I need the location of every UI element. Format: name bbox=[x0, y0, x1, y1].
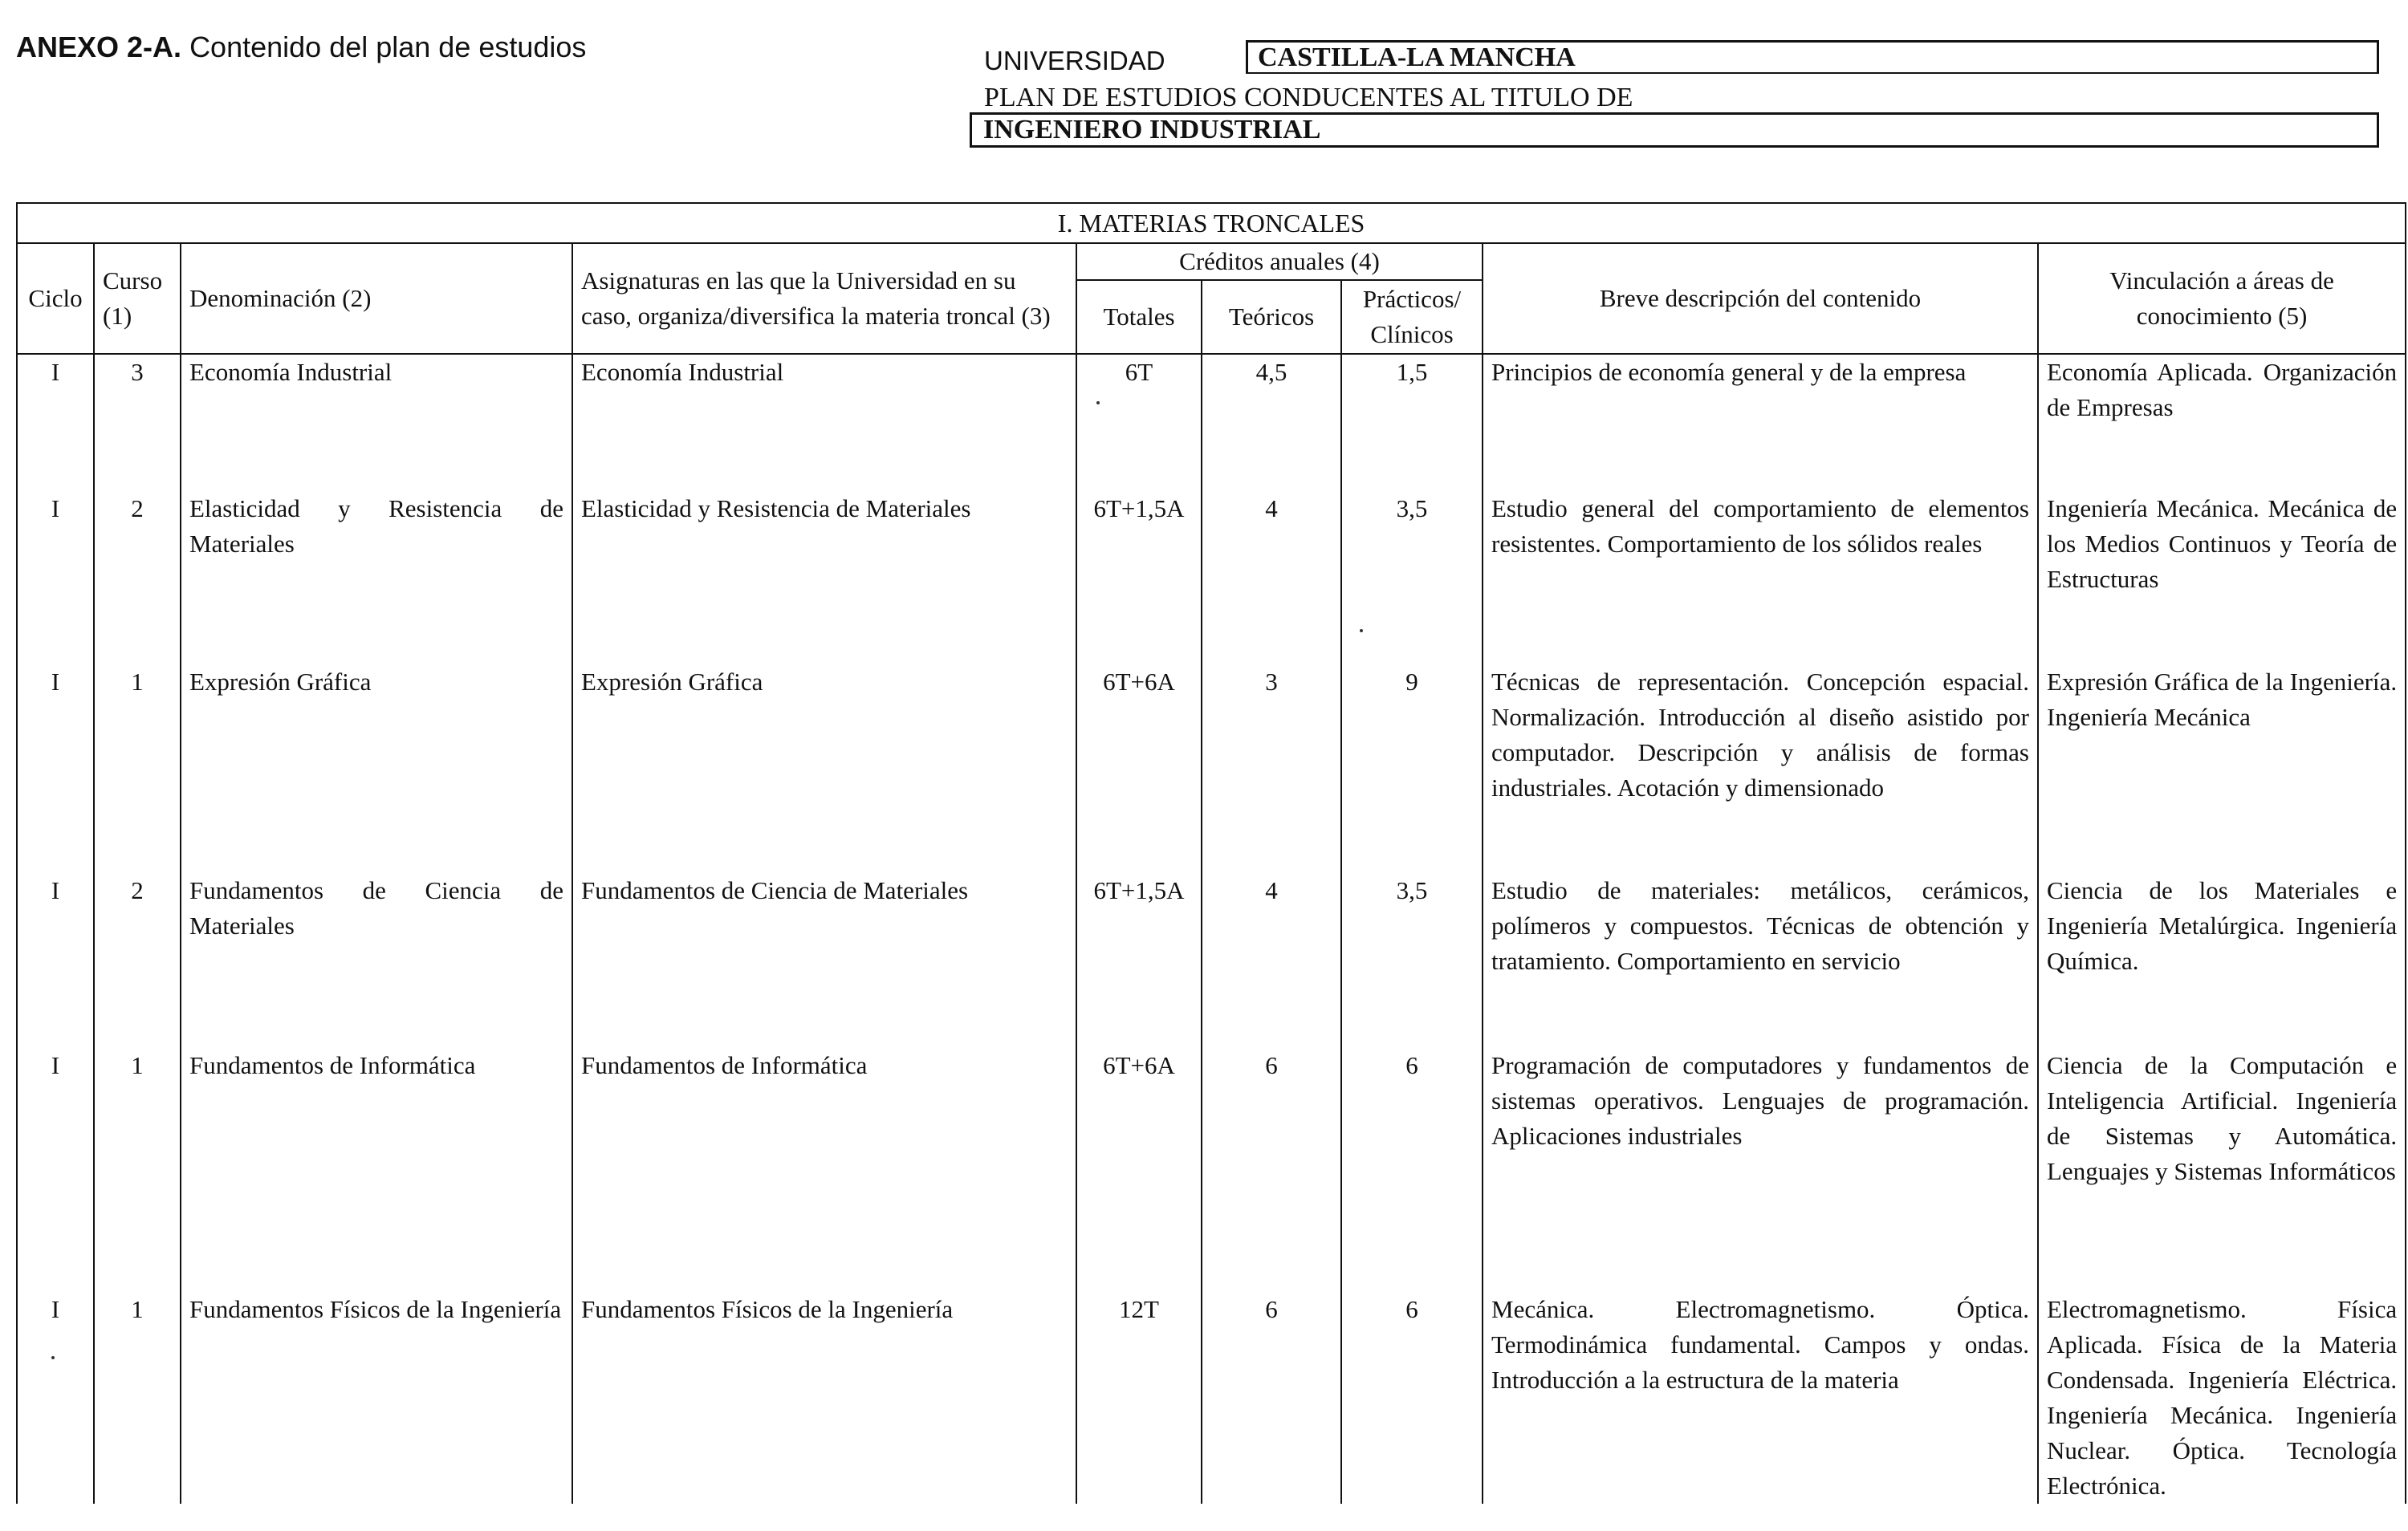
practicos-cell: 3,5 bbox=[1341, 491, 1483, 664]
anexo-label: ANEXO 2-A. bbox=[16, 30, 182, 63]
totales-cell: 6T+1,5A bbox=[1076, 491, 1202, 664]
ciclo-cell: I bbox=[17, 1292, 94, 1504]
denominacion-cell: Fundamentos de Ciencia de Materiales bbox=[181, 873, 572, 1048]
denominacion-cell: Economía Industrial bbox=[181, 354, 572, 491]
descripcion-cell: Estudio de materiales: metálicos, cerámicos, polímeros y compuestos. Técnicas de obtención y tratamiento. Comportamiento en servicio bbox=[1483, 873, 2038, 1048]
curso-cell: 2 bbox=[94, 491, 181, 664]
descripcion-cell: Estudio general del comportamiento de elementos resistentes. Comportamiento de los sólidos reales bbox=[1483, 491, 2038, 664]
vinculacion-cell: Ciencia de los Materiales e Ingeniería Metalúrgica. Ingeniería Química. bbox=[2038, 873, 2406, 1048]
teoricos-cell: 4 bbox=[1202, 873, 1341, 1048]
ciclo-cell: I bbox=[17, 354, 94, 491]
vinculacion-cell: Ingeniería Mecánica. Mecánica de los Medios Continuos y Teoría de Estructuras bbox=[2038, 491, 2406, 664]
teoricos-cell: 4,5 bbox=[1202, 354, 1341, 491]
curso-cell: 1 bbox=[94, 1048, 181, 1292]
practicos-cell: 3,5 bbox=[1341, 873, 1483, 1048]
university-block bbox=[970, 40, 2379, 144]
totales-cell: 6T bbox=[1076, 354, 1202, 491]
teoricos-cell: 6 bbox=[1202, 1292, 1341, 1504]
materias-table bbox=[16, 202, 2406, 1504]
col-descripcion: Breve descripción del contenido bbox=[1483, 243, 2038, 354]
curso-cell: 1 bbox=[94, 664, 181, 873]
universidad-value: CASTILLA-LA MANCHA bbox=[1246, 40, 2379, 74]
table-row bbox=[17, 873, 2406, 1048]
asignaturas-cell: Fundamentos de Ciencia de Materiales bbox=[572, 873, 1076, 1048]
practicos-cell: 6 bbox=[1341, 1048, 1483, 1292]
ciclo-cell: I bbox=[17, 873, 94, 1048]
vinculacion-cell: Expresión Gráfica de la Ingeniería. Ingeniería Mecánica bbox=[2038, 664, 2406, 873]
asignaturas-cell: Elasticidad y Resistencia de Materiales bbox=[572, 491, 1076, 664]
col-totales: Totales bbox=[1076, 280, 1202, 354]
vinculacion-cell: Economía Aplicada. Organización de Empresas bbox=[2038, 354, 2406, 491]
universidad-label: UNIVERSIDAD bbox=[984, 46, 1165, 75]
asignaturas-cell: Expresión Gráfica bbox=[572, 664, 1076, 873]
col-denominacion: Denominación (2) bbox=[181, 243, 572, 354]
col-curso: Curso (1) bbox=[94, 243, 181, 354]
col-teoricos: Teóricos bbox=[1202, 280, 1341, 354]
table-row bbox=[17, 354, 2406, 491]
curso-cell: 1 bbox=[94, 1292, 181, 1504]
descripcion-cell: Mecánica. Electromagnetismo. Óptica. Termodinámica fundamental. Campos y ondas. Introducción a la estructura de la materia bbox=[1483, 1292, 2038, 1504]
curso-cell: 3 bbox=[94, 354, 181, 491]
col-practicos: Prácticos/ Clínicos bbox=[1341, 280, 1483, 354]
teoricos-cell: 6 bbox=[1202, 1048, 1341, 1292]
practicos-cell: 6 bbox=[1341, 1292, 1483, 1504]
table-row bbox=[17, 664, 2406, 873]
totales-cell: 6T+1,5A bbox=[1076, 873, 1202, 1048]
asignaturas-cell: Fundamentos Físicos de la Ingeniería bbox=[572, 1292, 1076, 1504]
table-row bbox=[17, 1292, 2406, 1504]
denominacion-cell: Elasticidad y Resistencia de Materiales bbox=[181, 491, 572, 664]
col-ciclo: Ciclo bbox=[17, 243, 94, 354]
teoricos-cell: 3 bbox=[1202, 664, 1341, 873]
denominacion-cell: Fundamentos de Informática bbox=[181, 1048, 572, 1292]
asignaturas-cell: Fundamentos de Informática bbox=[572, 1048, 1076, 1292]
col-vinculacion: Vinculación a áreas de conocimiento (5) bbox=[2038, 243, 2406, 354]
col-asignaturas: Asignaturas en las que la Universidad en su caso, organiza/diversifica la materia troncal (3) bbox=[572, 243, 1076, 354]
scan-speck bbox=[1360, 629, 1363, 632]
anexo-heading bbox=[16, 30, 586, 64]
ciclo-cell: I bbox=[17, 1048, 94, 1292]
col-creditos: Créditos anuales (4) bbox=[1076, 243, 1483, 280]
ciclo-cell: I bbox=[17, 664, 94, 873]
curso-cell: 2 bbox=[94, 873, 181, 1048]
plan-label: PLAN DE ESTUDIOS CONDUCENTES AL TITULO DE bbox=[984, 83, 1633, 112]
descripcion-cell: Principios de economía general y de la empresa bbox=[1483, 354, 2038, 491]
denominacion-cell: Expresión Gráfica bbox=[181, 664, 572, 873]
practicos-cell: 1,5 bbox=[1341, 354, 1483, 491]
totales-cell: 12T bbox=[1076, 1292, 1202, 1504]
descripcion-cell: Programación de computadores y fundamentos de sistemas operativos. Lenguajes de programación. Aplicaciones industriales bbox=[1483, 1048, 2038, 1292]
totales-cell: 6T+6A bbox=[1076, 1048, 1202, 1292]
vinculacion-cell: Ciencia de la Computación e Inteligencia Artificial. Ingeniería de Sistemas y Automática. Lenguajes y Sistemas Informáticos bbox=[2038, 1048, 2406, 1292]
scan-speck bbox=[1096, 401, 1100, 404]
teoricos-cell: 4 bbox=[1202, 491, 1341, 664]
asignaturas-cell: Economía Industrial bbox=[572, 354, 1076, 491]
descripcion-cell: Técnicas de representación. Concepción espacial. Normalización. Introducción al diseño asistido por computador. Descripción y análisis de formas industriales. Acotación y dimensionado bbox=[1483, 664, 2038, 873]
anexo-title: Contenido del plan de estudios bbox=[189, 30, 587, 63]
scan-speck bbox=[51, 1356, 55, 1359]
vinculacion-cell: Electromagnetismo. Física Aplicada. Física de la Materia Condensada. Ingeniería Eléctrica. Ingeniería Mecánica. Ingeniería Nuclear. Óptica. Tecnología Electrónica. bbox=[2038, 1292, 2406, 1504]
table-row bbox=[17, 1048, 2406, 1292]
section-title: I. MATERIAS TRONCALES bbox=[17, 203, 2406, 243]
titulo-value: INGENIERO INDUSTRIAL bbox=[970, 112, 2379, 148]
table-row bbox=[17, 491, 2406, 664]
totales-cell: 6T+6A bbox=[1076, 664, 1202, 873]
denominacion-cell: Fundamentos Físicos de la Ingeniería bbox=[181, 1292, 572, 1504]
practicos-cell: 9 bbox=[1341, 664, 1483, 873]
ciclo-cell: I bbox=[17, 491, 94, 664]
